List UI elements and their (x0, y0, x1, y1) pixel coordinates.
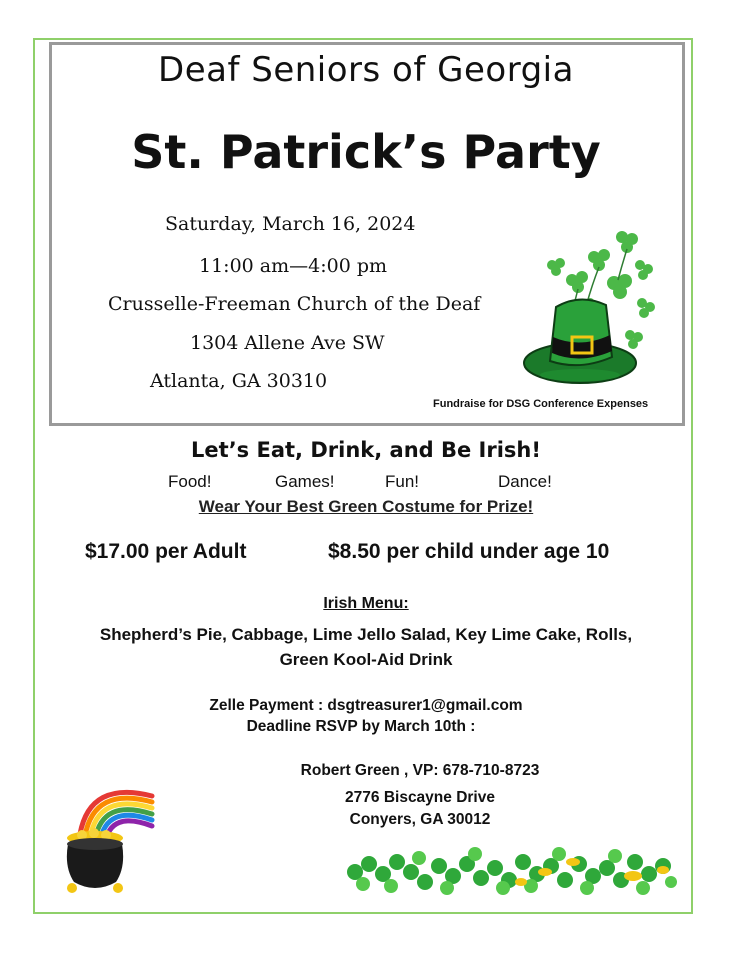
menu-line-1: Shepherd’s Pie, Cabbage, Lime Jello Salad, Key Lime Cake, Rolls, (99, 625, 633, 644)
event-city: Atlanta, GA 30310 (150, 370, 328, 392)
activity-fun: Fun! (385, 472, 420, 491)
activity-games: Games! (275, 472, 335, 491)
fundraise-note: Fundraise for DSG Conference Expenses (433, 398, 649, 410)
menu-line-2: Green Kool-Aid Drink (279, 650, 453, 669)
event-time: 11:00 am—4:00 pm (199, 255, 388, 277)
event-title: St. Patrick’s Party (131, 125, 601, 179)
activity-food: Food! (168, 472, 212, 491)
pot-of-gold-icon (60, 772, 165, 897)
price-adult: $17.00 per Adult (85, 540, 247, 563)
contact-name: Robert Green , VP: 678-710-8723 (300, 762, 540, 779)
event-street: 1304 Allene Ave SW (190, 332, 385, 354)
rsvp-deadline: Deadline RSVP by March 10th : (246, 718, 476, 735)
costume-note: Wear Your Best Green Costume for Prize! (198, 497, 534, 516)
slogan: Let’s Eat, Drink, and Be Irish! (191, 438, 541, 462)
leprechaun-hat-icon (522, 225, 662, 390)
menu-heading: Irish Menu: (323, 595, 409, 612)
price-child: $8.50 per child under age 10 (328, 540, 610, 563)
organization-name: Deaf Seniors of Georgia (158, 50, 574, 90)
activity-dance: Dance! (498, 472, 552, 491)
event-venue: Crusselle-Freeman Church of the Deaf (108, 293, 481, 315)
contact-city: Conyers, GA 30012 (349, 811, 491, 828)
payment-info: Zelle Payment : dsgtreasurer1@gmail.com (209, 697, 523, 714)
contact-street: 2776 Biscayne Drive (345, 789, 495, 806)
event-date: Saturday, March 16, 2024 (165, 213, 416, 235)
shamrock-clovers-icon (345, 842, 680, 904)
